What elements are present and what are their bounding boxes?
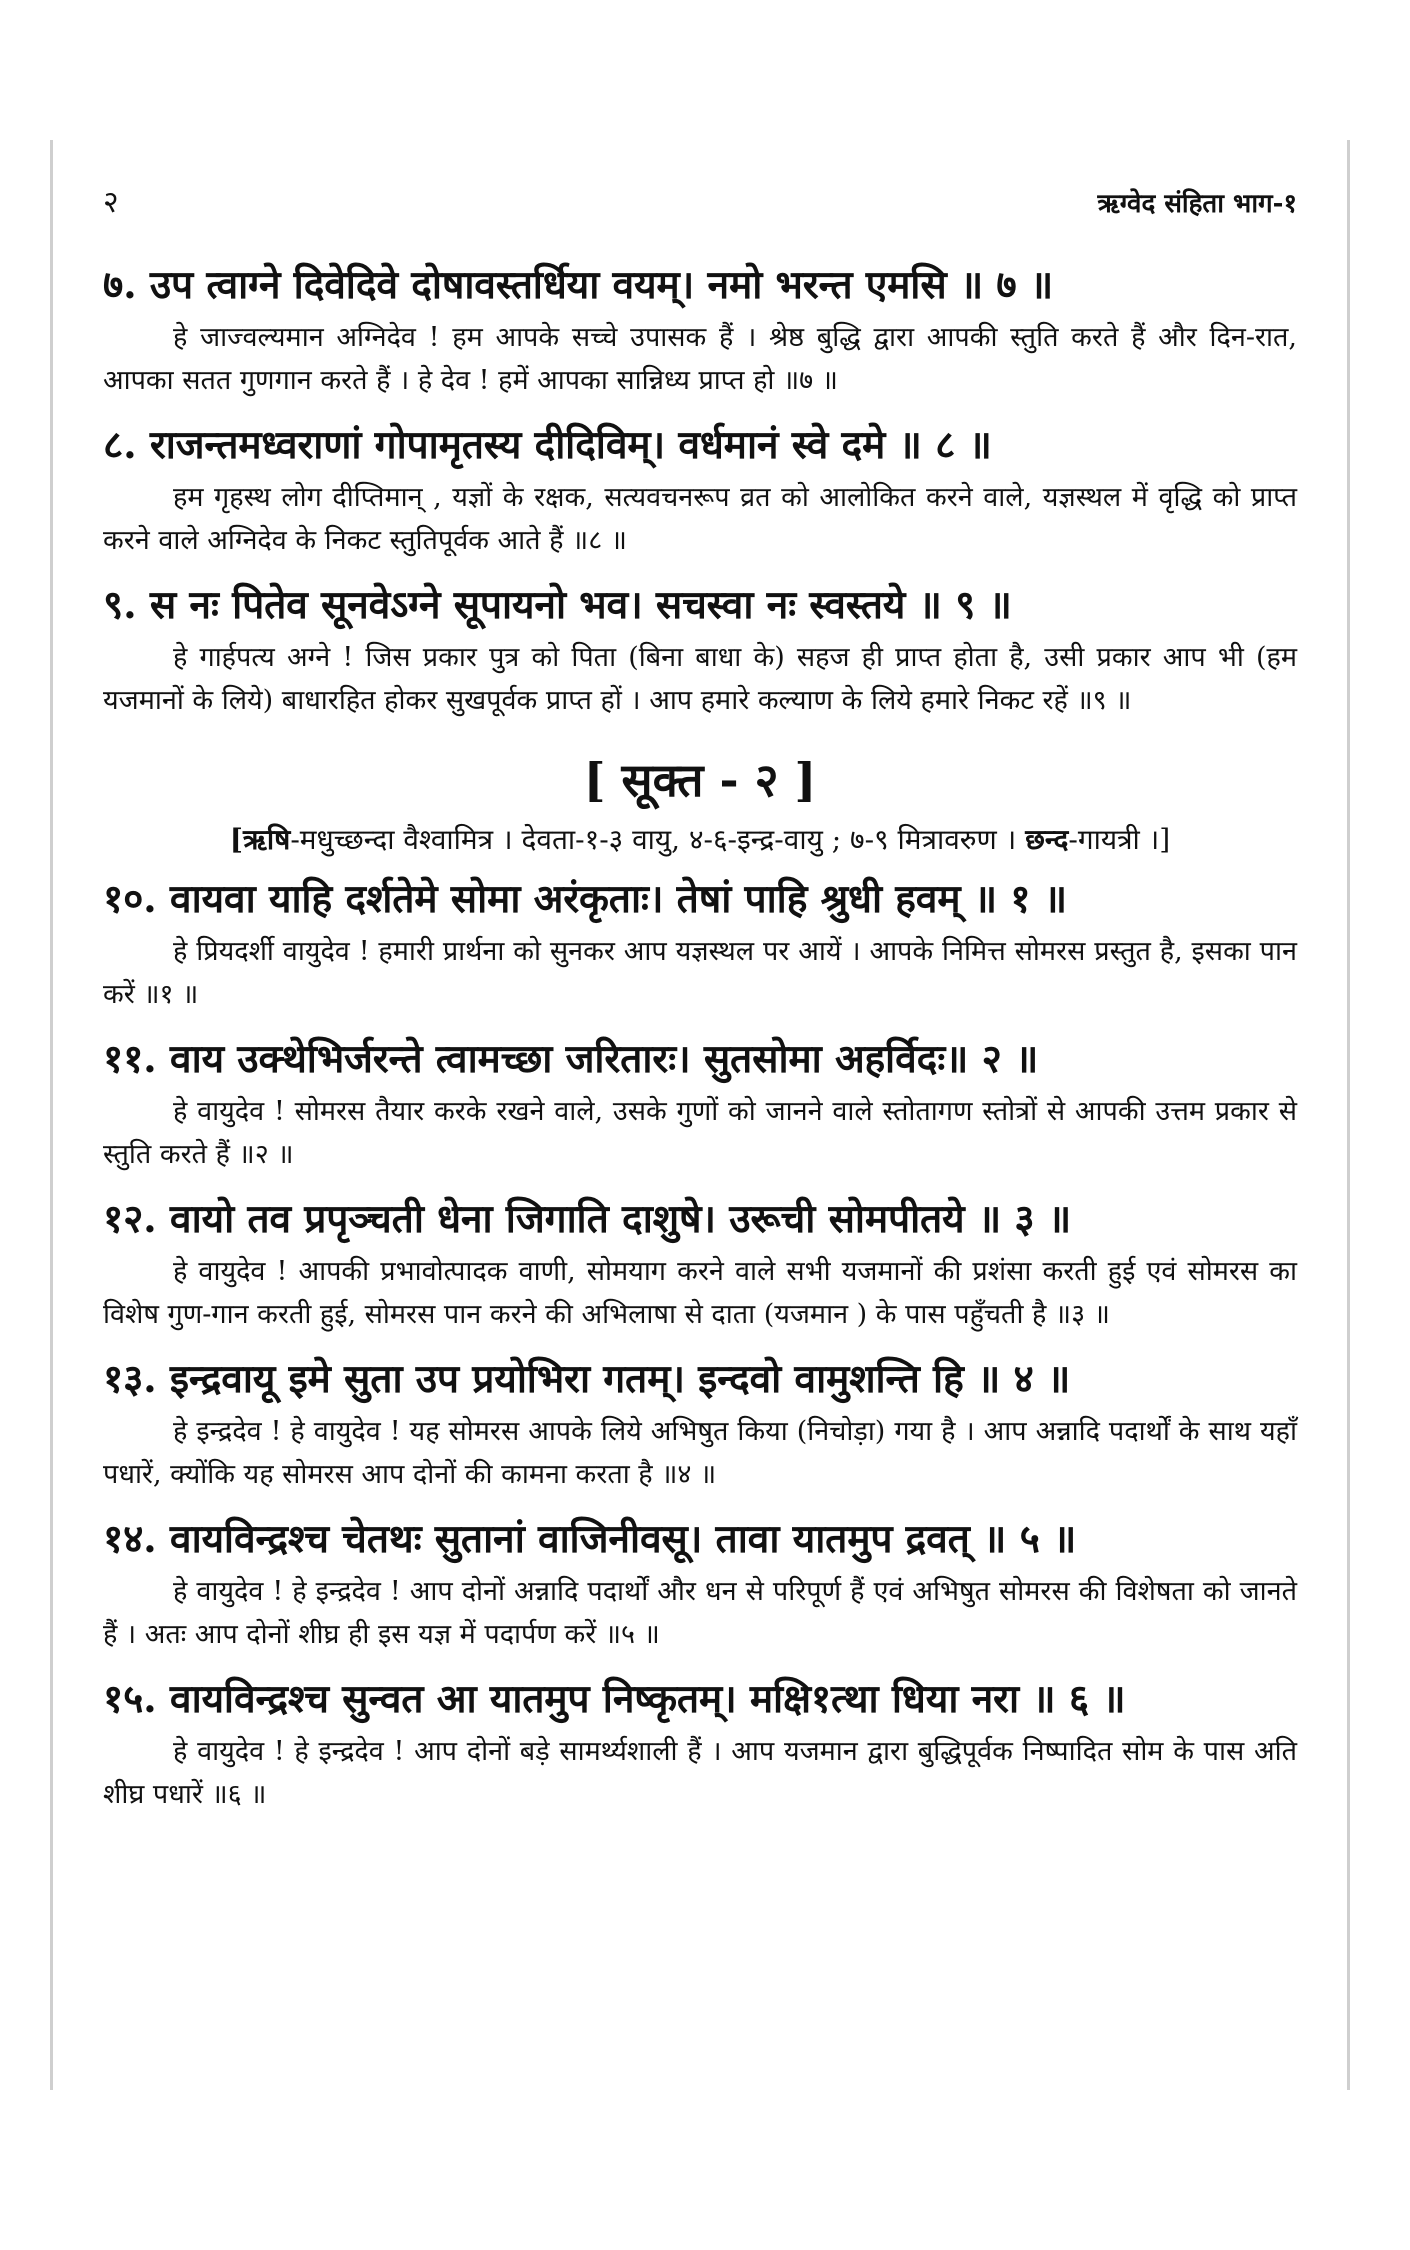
rishi-label: [ऋषि [229,823,291,856]
verse-meaning: हे वायुदेव ! हे इन्द्रदेव ! आप दोनों अन्नादि पदार्थों और धन से परिपूर्ण हैं एवं अभिषुत सोमरस की विशेषता को जानते हैं । अतः आप दोनों शीघ्र ही इस यज्ञ में पदार्पण करें ॥५ ॥ [103,1576,1297,1650]
verse-text: ९. स नः पितेव सूनवेऽग्ने सूपायनो भव। सचस्वा नः स्वस्तये ॥ ९ ॥ [103,582,1012,628]
page-header [103,180,1297,220]
verse-text: ११. वाय उक्थेभिर्जरन्ते त्वामच्छा जरितारः। सुतसोमा अहर्विदः॥ २ ॥ [103,1036,1039,1082]
verse-text: १०. वायवा याहि दर्शतेमे सोमा अरंकृताः। तेषां पाहि श्रुधी हवम् ॥ १ ॥ [103,876,1067,922]
verse-meaning: हे जाज्वल्यमान अग्निदेव ! हम आपके सच्चे उपासक हैं । श्रेष्ठ बुद्धि द्वारा आपकी स्तुति करते हैं और दिन-रात, आपका सतत गुणगान करते हैं । हे देव ! हमें आपका सान्निध्य प्राप्त हो ॥७ ॥ [103,322,1297,396]
book-title: ऋग्वेद संहिता भाग-१ [1097,189,1297,219]
rishi-devata-value: -मधुच्छन्दा वैश्वामित्र । देवता-१-३ वायु, ४-६-इन्द्र-वायु ; ७-९ मित्रावरुण । [290,823,1026,856]
verse-block [103,1034,1297,1176]
page-number: २ [103,185,119,220]
book-page [50,140,1350,2090]
verse-meaning: हे वायुदेव ! आपकी प्रभावोत्पादक वाणी, सोमयाग करने वाले सभी यजमानों की प्रशंसा करती हुई एवं सोमरस का विशेष गुण-गान करती हुई, सोमरस पान करने की अभिलाषा से दाता (यजमान ) के पास पहुँचती है ॥३ ॥ [103,1256,1297,1330]
sukta-metadata [103,820,1297,860]
verse-block [103,1354,1297,1496]
sukta-heading: [ सूक्त - २ ] [583,753,817,807]
chhand-value: -गायत्री ।] [1068,823,1171,856]
verse-block [103,874,1297,1016]
page-content [103,260,1297,1834]
verse-block [103,1194,1297,1336]
verse-meaning: हे प्रियदर्शी वायुदेव ! हमारी प्रार्थना को सुनकर आप यज्ञस्थल पर आयें । आपके निमित्त सोमरस प्रस्तुत है, इसका पान करें ॥१ ॥ [103,936,1297,1010]
verse-text: ७. उप त्वाग्ने दिवेदिवे दोषावस्तर्धिया वयम्। नमो भरन्त एमसि ॥ ७ ॥ [103,262,1054,308]
verse-block [103,1674,1297,1816]
verse-meaning: हे वायुदेव ! हे इन्द्रदेव ! आप दोनों बड़े सामर्थ्यशाली हैं । आप यजमान द्वारा बुद्धिपूर्वक निष्पादित सोम के पास अति शीघ्र पधारें ॥६ ॥ [103,1736,1297,1810]
verse-text: १४. वायविन्द्रश्च चेतथः सुतानां वाजिनीवसू। तावा यातमुप द्रवत् ॥ ५ ॥ [103,1516,1077,1562]
verse-block [103,260,1297,402]
verse-text: १५. वायविन्द्रश्च सुन्वत आ यातमुप निष्कृतम्। मक्षि१त्था धिया नरा ॥ ६ ॥ [103,1676,1126,1722]
verse-block [103,580,1297,722]
verse-block [103,1514,1297,1656]
chhand-label: छन्द [1025,823,1069,856]
verse-meaning: हे गार्हपत्य अग्ने ! जिस प्रकार पुत्र को पिता (बिना बाधा के) सहज ही प्राप्त होता है, उसी प्रकार आप भी (हम यजमानों के लिये) बाधारहित होकर सुखपूर्वक प्राप्त हों । आप हमारे कल्याण के लिये हमारे निकट रहें ॥९ ॥ [103,642,1297,716]
verse-meaning: हम गृहस्थ लोग दीप्तिमान् , यज्ञों के रक्षक, सत्यवचनरूप व्रत को आलोकित करने वाले, यज्ञस्थल में वृद्धि को प्राप्त करने वाले अग्निदेव के निकट स्तुतिपूर्वक आते हैं ॥८ ॥ [103,482,1297,556]
verse-meaning: हे वायुदेव ! सोमरस तैयार करके रखने वाले, उसके गुणों को जानने वाले स्तोतागण स्तोत्रों से आपकी उत्तम प्रकार से स्तुति करते हैं ॥२ ॥ [103,1096,1297,1170]
verse-text: १३. इन्द्रवायू इमे सुता उप प्रयोभिरा गतम्। इन्दवो वामुशन्ति हि ॥ ४ ॥ [103,1356,1071,1402]
verse-block [103,420,1297,562]
verse-text: ८. राजन्तमध्वराणां गोपामृतस्य दीदिविम्। वर्धमानं स्वे दमे ॥ ८ ॥ [103,422,992,468]
verse-meaning: हे इन्द्रदेव ! हे वायुदेव ! यह सोमरस आपके लिये अभिषुत किया (निचोड़ा) गया है । आप अन्नादि पदार्थों के साथ यहाँ पधारें, क्योंकि यह सोमरस आप दोनों की कामना करता है ॥४ ॥ [103,1416,1297,1490]
verse-text: १२. वायो तव प्रपृञ्चती धेना जिगाति दाशुषे। उरूची सोमपीतये ॥ ३ ॥ [103,1196,1071,1242]
